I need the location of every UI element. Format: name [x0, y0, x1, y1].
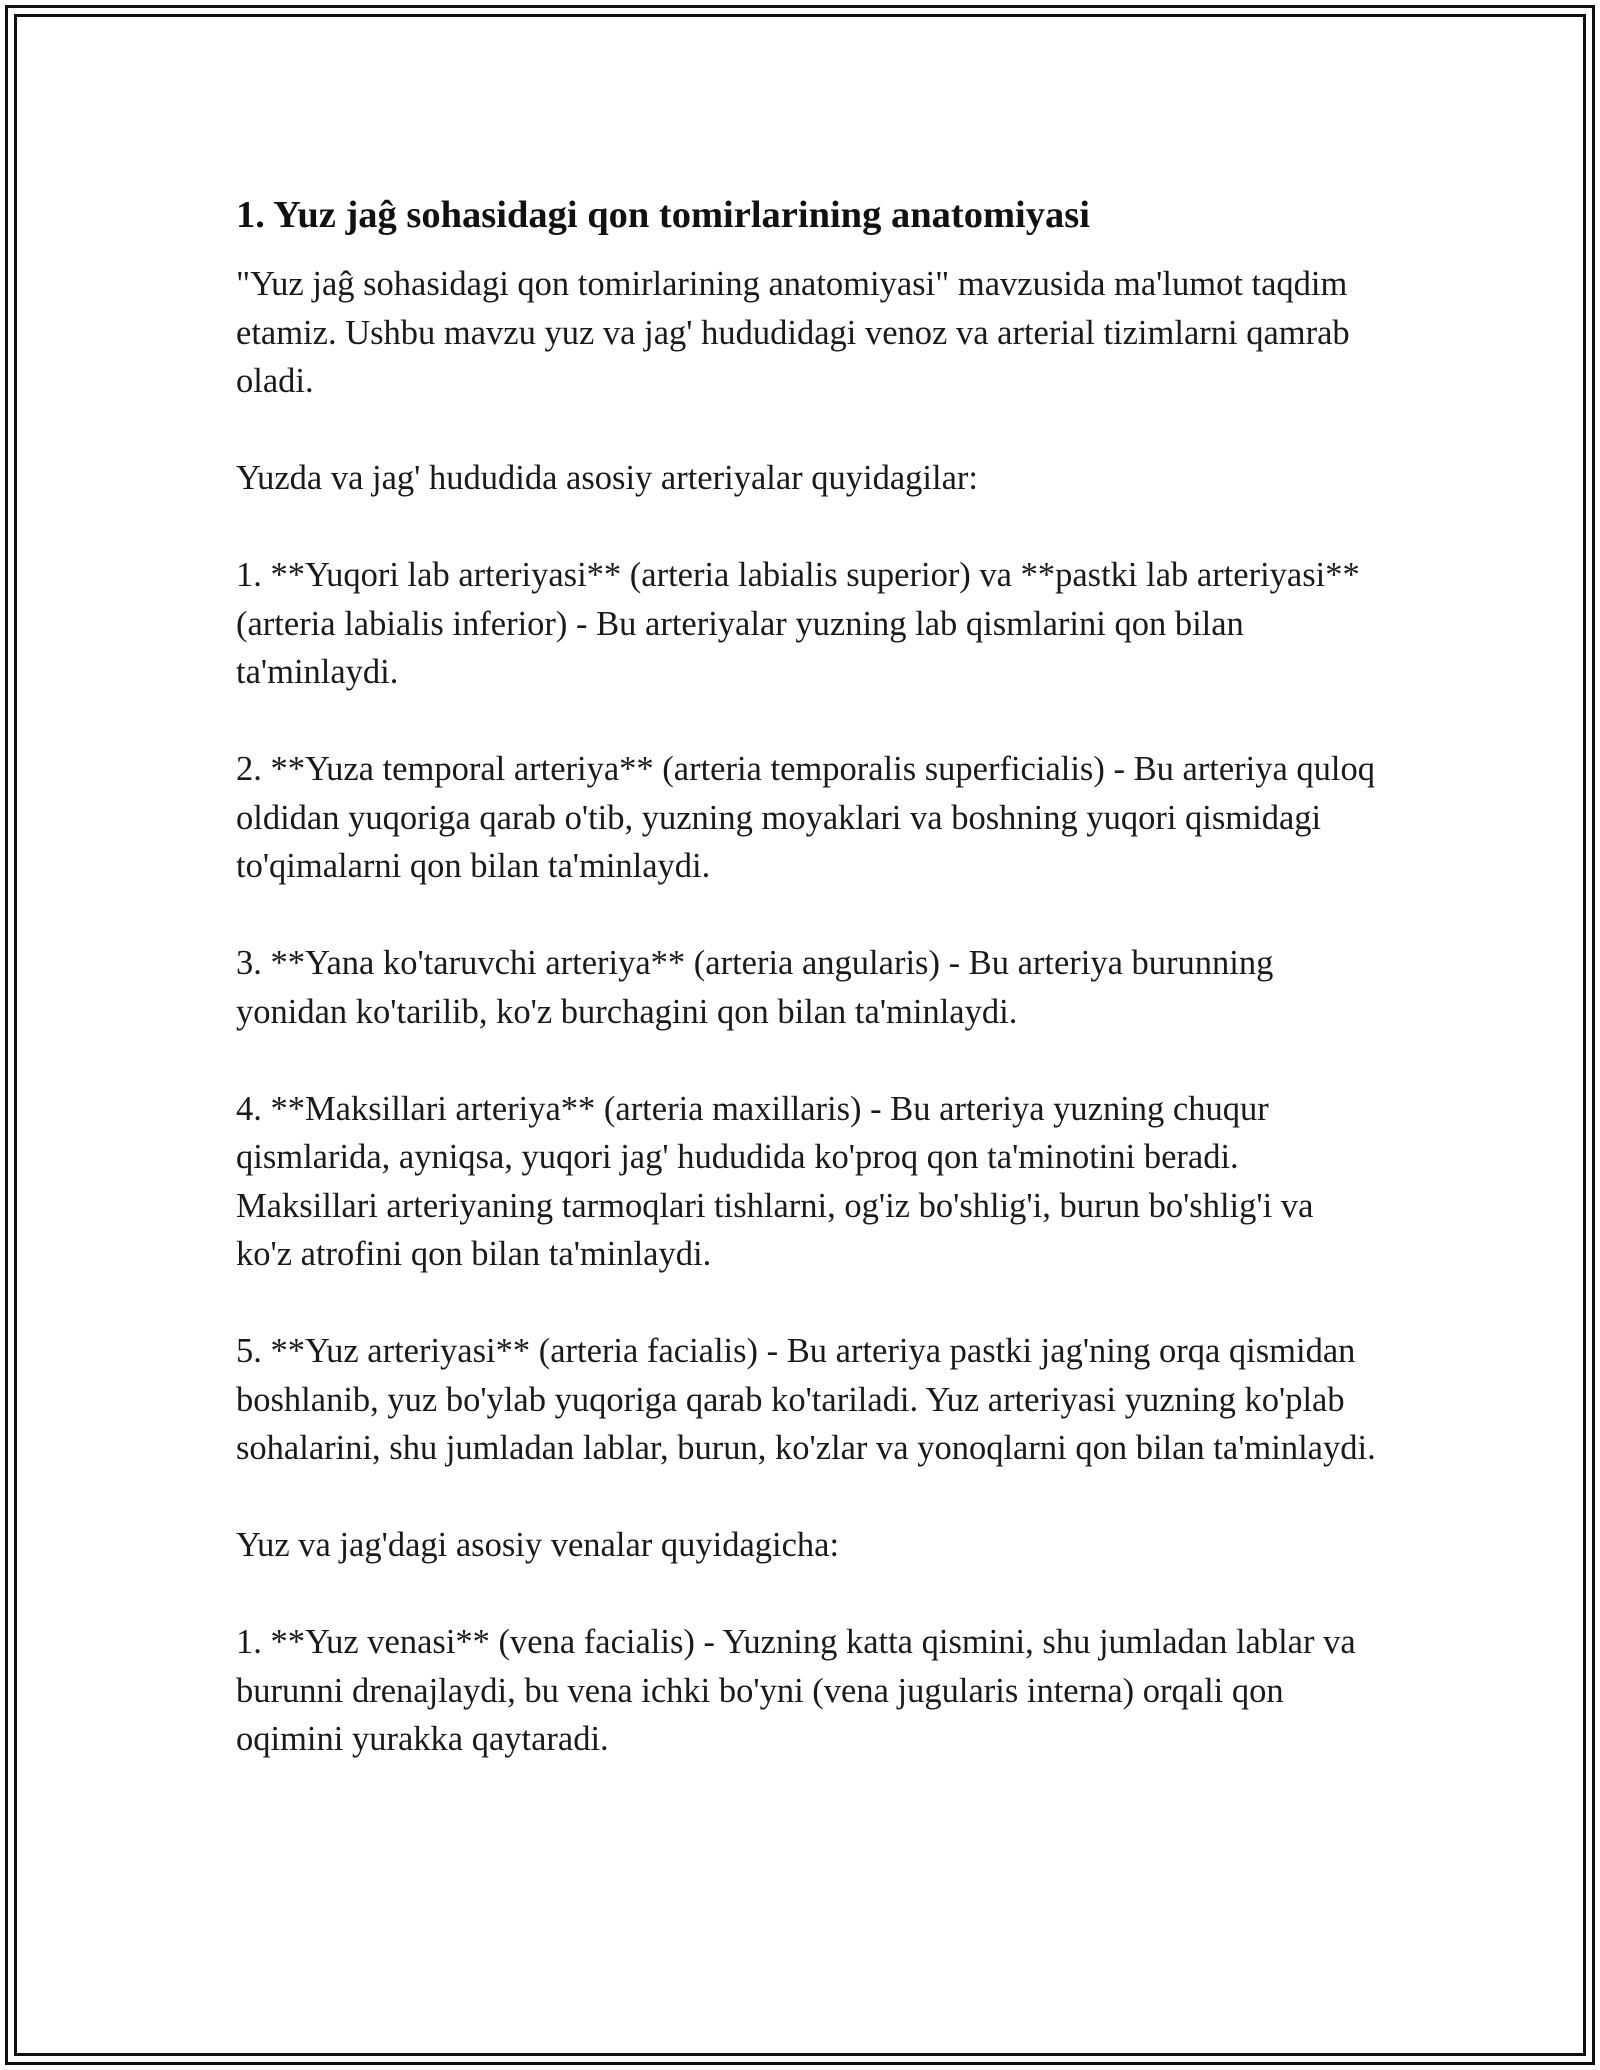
document-title: 1. Yuz jaĝ sohasidagi qon tomirlarining anatomiyasi	[236, 194, 1090, 236]
artery-item-1: 1. **Yuqori lab arteriyasi** (arteria labialis superior) va **pastki lab arteriyasi** (arteria labialis inferior) - Bu arteriyalar yuzning lab qismlarini qon bilan ta'minlaydi.	[236, 556, 1369, 691]
arteries-heading: Yuzda va jag' hududida asosiy arteriyalar quyidagilar:	[236, 459, 978, 497]
vein-item-1: 1. **Yuz venasi** (vena facialis) - Yuzning katta qismini, shu jumladan lablar va burunni drenajlaydi, bu vena ichki bo'yni (vena jugularis interna) orqali qon oqimini yurakka qaytaradi.	[236, 1623, 1365, 1758]
artery-item-5: 5. **Yuz arteriyasi** (arteria facialis) - Bu arteriya pastki jag'ning orqa qismidan boshlanib, yuz bo'ylab yuqoriga qarab ko'tariladi. Yuz arteriyasi yuzning ko'plab sohalarini, shu jumladan lablar, burun, ko'zlar va yonoqlarni qon bilan ta'minlaydi.	[236, 1332, 1376, 1467]
artery-item-3: 3. **Yana ko'taruvchi arteriya** (arteria angularis) - Bu arteriya burunning yonidan ko'tarilib, ko'z burchagini qon bilan ta'minlaydi.	[236, 944, 1282, 1031]
intro-paragraph: "Yuz jaĝ sohasidagi qon tomirlarining anatomiyasi" mavzusida ma'lumot taqdim etamiz. Ushbu mavzu yuz va jag' hududidagi venoz va arterial tizimlarni qamrab oladi.	[236, 265, 1359, 400]
veins-heading: Yuz va jag'dagi asosiy venalar quyidagicha:	[236, 1526, 840, 1564]
document-body	[236, 188, 1384, 1764]
artery-item-4: 4. **Maksillari arteriya** (arteria maxillaris) - Bu arteriya yuzning chuqur qismlarida, ayniqsa, yuqori jag' hududida ko'proq qon ta'minotini beradi. Maksillari arteriyaning tarmoqlari tishlarni, og'iz bo'shlig'i, burun bo'shlig'i va ko'z atrofini qon bilan ta'minlaydi.	[236, 1089, 1323, 1273]
artery-item-2: 2. **Yuza temporal arteriya** (arteria temporalis superficialis) - Bu arteriya quloq oldidan yuqoriga qarab o'tib, yuzning moyaklari va boshning yuqori qismidagi to'qimalarni qon bilan ta'minlaydi.	[236, 750, 1384, 885]
